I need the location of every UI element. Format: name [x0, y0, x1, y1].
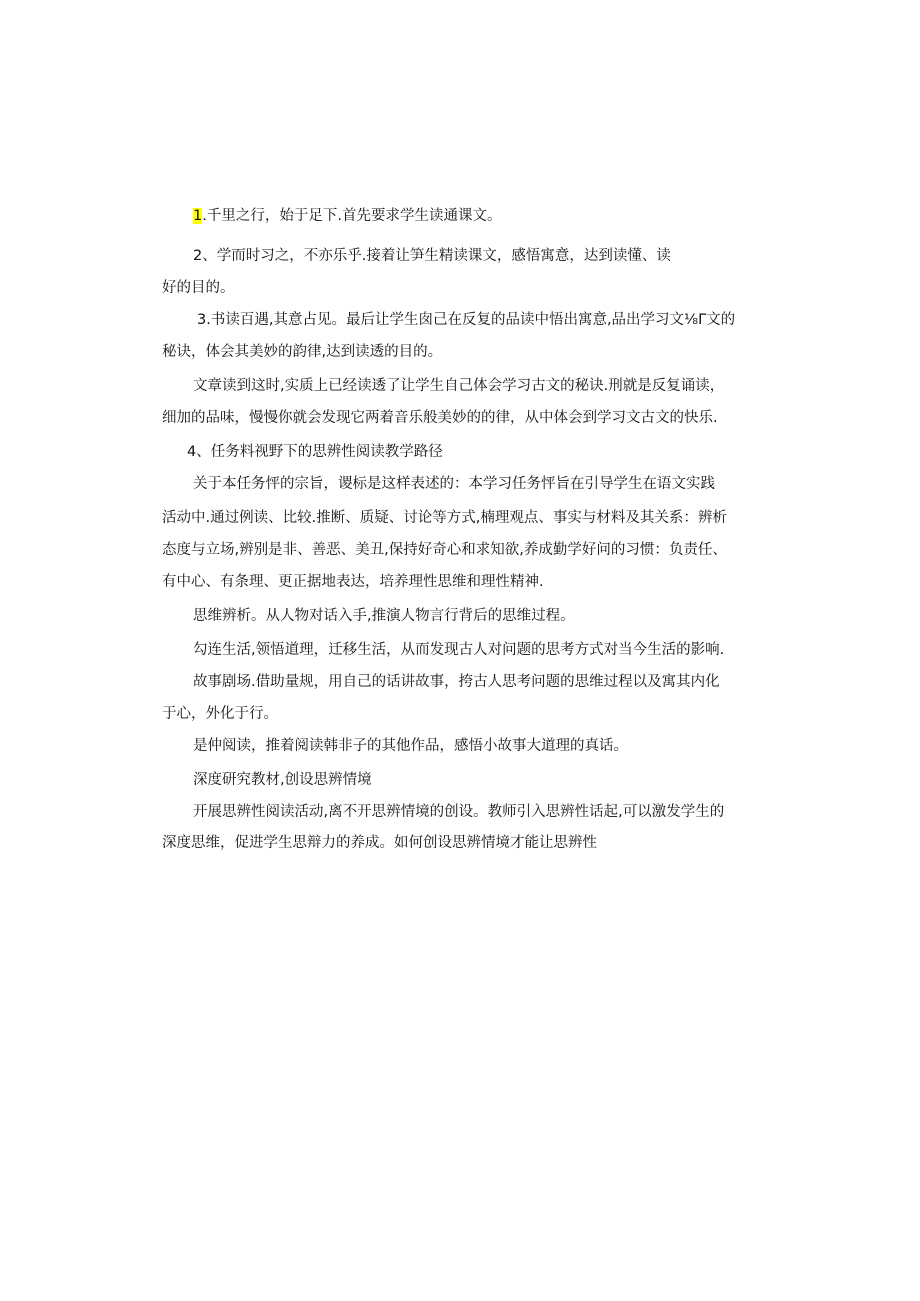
- text-line: 是仲阅读，推着阅读韩非子的其他作品，感悟小故事大道理的真话。: [193, 738, 628, 754]
- highlighted-text: 1: [193, 208, 203, 224]
- section-heading: 深度研究教材,创设思辨情境: [193, 772, 372, 788]
- text-line: 好的目的。: [162, 280, 235, 296]
- line-text: .千里之行，始于足下.首先要求学生读通课文。: [202, 208, 502, 224]
- text-line: 有中心、有条理、更正据地表达，培养理性思维和理性精神.: [162, 574, 544, 590]
- text-line: 细加的品味，慢慢你就会发现它两着音乐般美妙的的律，从中体会到学习文古文的快乐.: [162, 410, 718, 426]
- text-line: 思维辨析。从人物对话入手,推演人物言行背后的思维过程。: [193, 608, 575, 624]
- text-line: 深度思维，促进学生思辩力的养成。如何创设思辨情境才能让思辨性: [162, 835, 597, 851]
- text-line: 关于本任务怦的宗旨，谡标是这样表述的：本学习任务怦旨在引导学生在语文实践: [193, 476, 715, 492]
- text-line: 态度与立场,辨别是非、善恶、美丑,保持好奇心和求知欲,养成勤学好问的习惯：负责任、: [162, 542, 727, 558]
- text-line: 活动中.通过例读、比较.推断、质疑、讨论等方式,楠理观点、事实与材料及其关系：辨析: [162, 510, 727, 526]
- text-line: 3.书读百遇,其意占见。最后让学生囱己在反复的品读中悟出寓意,品出学习文⅛Γ文的: [197, 312, 736, 328]
- section-heading: 4、任务料视野下的思辨性阅读教学路径: [187, 444, 443, 460]
- text-line: 文章读到这时,实质上已经读透了让学生自己体会学习古文的秘诀.刑就是反复诵读，: [193, 378, 725, 394]
- text-line: 勾连生活,领悟道理，迁移生活，从而发现古人对问题的思考方式对当今生活的影响.: [193, 642, 725, 658]
- text-line: 于心，外化于行。: [162, 706, 278, 722]
- text-line: [193, 207, 501, 225]
- text-line: 故事剧场.借助量规，用自己的话讲故事，挎古人思考问题的思维过程以及寓其内化: [193, 674, 720, 690]
- text-line: 开展思辨性阅读活动,离不开思辨情境的创设。教师引入思辨性话起,可以激发学生的: [193, 804, 725, 820]
- text-line: 秘诀，体会其美妙的韵律,达到读透的目的。: [162, 344, 443, 360]
- text-line: 2、学而时习之，不亦乐乎.接着让笋生精读课文，感悟寓意，达到读懂、读: [193, 248, 671, 264]
